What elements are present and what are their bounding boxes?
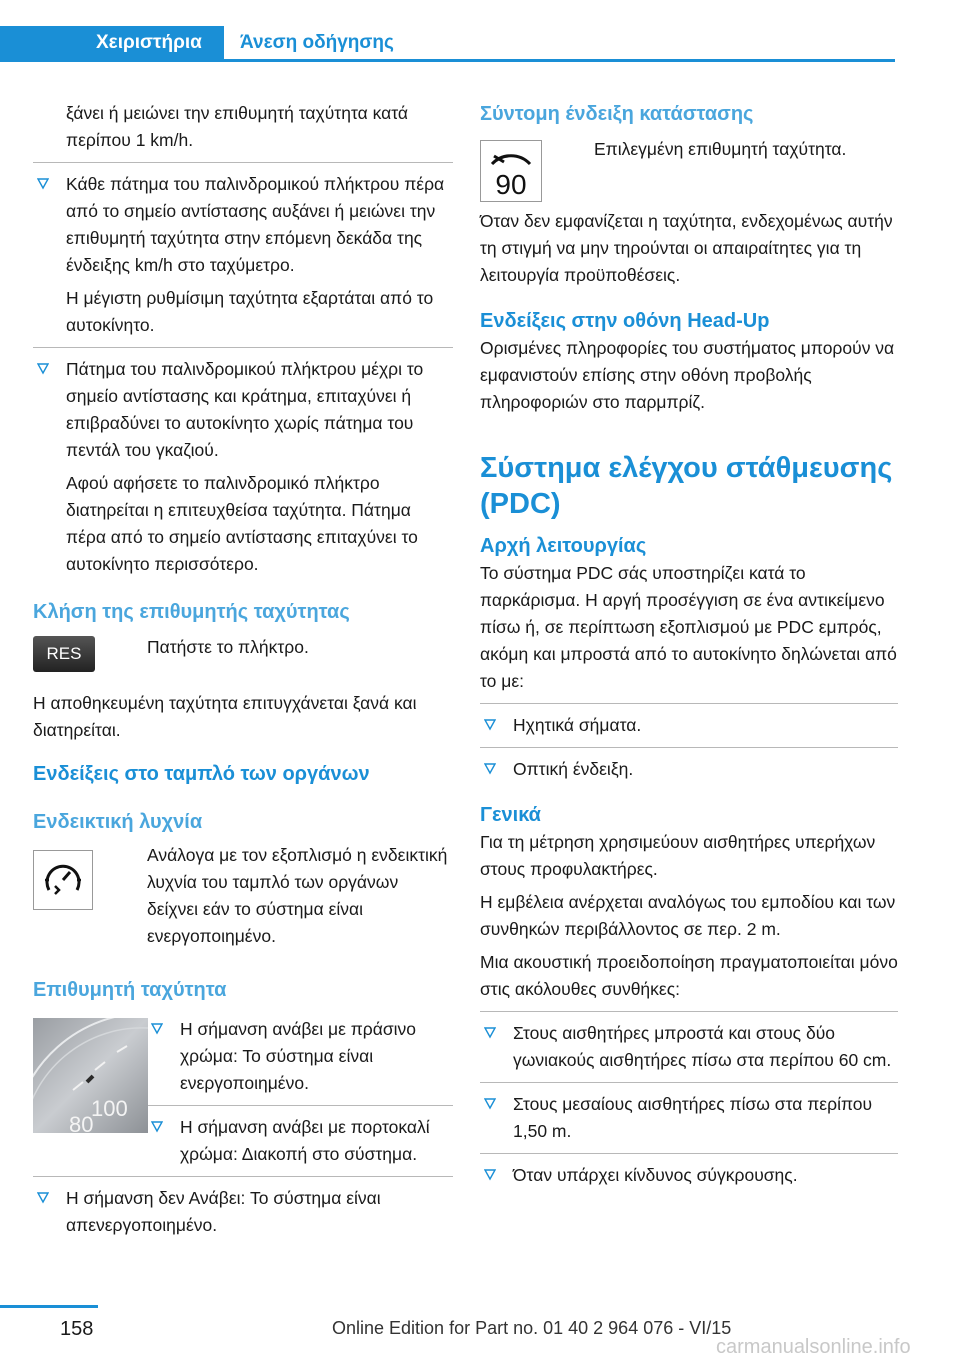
divider xyxy=(147,1105,453,1106)
list-item xyxy=(33,1185,453,1239)
watermark: carmanualsonline.info xyxy=(716,1336,911,1358)
divider xyxy=(33,162,453,163)
section-tab-driving-comfort[interactable]: Άνεση οδήγησης xyxy=(240,32,394,53)
page-header xyxy=(0,26,895,62)
heading-indicator-lamp: Ενδεικτική λυχνία xyxy=(33,811,203,833)
res-button-row xyxy=(33,634,453,684)
list-item-text: Η σήμανση ανάβει με πράσινο χρώμα: Το σύστημα είναι ενεργοποιημένο. xyxy=(180,1019,417,1093)
paragraph: Μια ακουστική προειδοποίηση πραγματοποιείται μόνο στις ακόλουθες συνθήκες: xyxy=(480,952,898,999)
list-item-text: Στους αισθητήρες μπροστά και στους δύο γωνιακούς αισθητήρες πίσω στα περίπου 60 cm. xyxy=(513,1023,892,1070)
heading-pdc: Σύστημα ελέγχου στάθμευσης (PDC) xyxy=(480,452,893,520)
list-item xyxy=(480,1091,898,1145)
heading-general: Γενικά xyxy=(480,804,541,826)
triangle-bullet-icon xyxy=(37,363,49,375)
gauge-label-100: 100 xyxy=(91,1096,128,1121)
divider xyxy=(33,347,453,348)
divider xyxy=(480,703,898,704)
cruise-control-lamp-icon xyxy=(33,850,93,910)
divider xyxy=(480,1153,898,1154)
list-item xyxy=(147,1016,453,1097)
list-item-text: Στους μεσαίους αισθητήρες πίσω στα περίπου 1,50 m. xyxy=(513,1094,873,1141)
heading-recall-speed: Κλήση της επιθυμητής ταχύτητας xyxy=(33,601,350,623)
list-item-text: Η σήμανση δεν Ανάβει: Το σύστημα είναι απενεργοποιημένο. xyxy=(66,1188,381,1235)
list-item xyxy=(33,356,453,464)
paragraph: ξάνει ή μειώνει την επιθυμητή ταχύτητα κατά περίπου 1 km/h. xyxy=(66,103,409,150)
list-item-text: Όταν υπάρχει κίνδυνος σύγκρουσης. xyxy=(513,1165,798,1185)
res-text: Πατήστε το πλήκτρο. xyxy=(147,637,309,657)
gauge-section xyxy=(33,1016,453,1168)
paragraph: Η αποθηκευμένη ταχύτητα επιτυγχάνεται ξανά και διατηρείται. xyxy=(33,693,417,740)
heading-head-up-display: Ενδείξεις στην οθόνη Head-Up xyxy=(480,310,770,332)
list-item-text: Κάθε πάτημα του παλινδρομικού πλήκτρου πέρα από το σημείο αντίστασης αυξάνει ή μειώνει την επιθυμητή ταχύτητα στην επόμενη δεκάδα της ένδειξης km/h στο ταχύμετρο. xyxy=(66,174,445,275)
divider xyxy=(33,1176,453,1177)
paragraph: Όταν δεν εμφανίζεται η ταχύτητα, ενδεχομένως αυτήν τη στιγμή να μην τηρούνται οι απαιραίτητες για τη λειτουργία προϋποθέσεις. xyxy=(480,211,893,285)
list-item xyxy=(480,1162,898,1189)
list-item xyxy=(480,1020,898,1074)
triangle-bullet-icon xyxy=(37,1192,49,1204)
speedometer-marking-image xyxy=(33,1018,148,1133)
list-item-text: Η σήμανση ανάβει με πορτοκαλί χρώμα: Διακοπή στο σύστημα. xyxy=(180,1117,430,1164)
list-item xyxy=(147,1114,453,1168)
list-item-text: Ηχητικά σήματα. xyxy=(513,715,642,735)
paragraph: Το σύστημα PDC σάς υποστηρίζει κατά το παρκάρισμα. Η αργή προσέγγιση σε ένα αντικείμενο πίσω ή, σε περίπτωση εξοπλισμού με PDC εμπρός, ακόμη και μπροστά από το αυτοκίνητο δηλώνεται από το με: xyxy=(480,563,897,691)
paragraph: Ορισμένες πληροφορίες του συστήματος μπορούν να εμφανιστούν επίσης στην οθόνη προβολής πληροφοριών στο παρμπρίζ. xyxy=(480,338,895,412)
triangle-bullet-icon xyxy=(151,1121,163,1133)
triangle-bullet-icon xyxy=(151,1023,163,1035)
speed-icon-value: 90 xyxy=(495,169,527,200)
divider xyxy=(480,1082,898,1083)
page-number: 158 xyxy=(60,1318,94,1340)
paragraph: Η μέγιστη ρυθμίσιμη ταχύτητα εξαρτάται από το αυτοκίνητο. xyxy=(66,288,434,335)
header-rule xyxy=(0,59,895,62)
heading-instrument-displays: Ενδείξεις στο ταμπλό των οργάνων xyxy=(33,763,370,785)
triangle-bullet-icon xyxy=(484,1169,496,1181)
short-status-text: Επιλεγμένη επιθυμητή ταχύτητα. xyxy=(594,139,847,159)
divider xyxy=(480,1011,898,1012)
edition-text: Online Edition for Part no. 01 40 2 964 076 - VI/15 xyxy=(332,1318,732,1338)
res-label: RES xyxy=(46,644,82,663)
list-item xyxy=(33,171,453,279)
section-tab-controls[interactable]: Χειριστήρια xyxy=(0,26,224,59)
speed-status-row xyxy=(480,136,898,202)
list-item xyxy=(480,756,898,783)
footer-rule xyxy=(0,1305,98,1308)
list-item-text: Πάτημα του παλινδρομικού πλήκτρου μέχρι το σημείο αντίστασης και κράτημα, επιταχύνει ή επιβραδύνει το αυτοκίνητο χωρίς πάτημα του πεντάλ του γκαζιού. xyxy=(66,359,424,460)
gauge-label-80: 80 xyxy=(69,1112,94,1133)
divider xyxy=(480,747,898,748)
list-item xyxy=(480,712,898,739)
triangle-bullet-icon xyxy=(484,719,496,731)
paragraph: Για τη μέτρηση χρησιμεύουν αισθητήρες υπερήχων στους προφυλακτήρες. xyxy=(480,832,876,879)
triangle-bullet-icon xyxy=(484,1027,496,1039)
indicator-text: Ανάλογα με τον εξοπλισμό η ενδεικτική λυχνία του ταμπλό των οργάνων δείχνει εάν το σύστημα είναι ενεργοποιημένο. xyxy=(147,845,448,946)
paragraph: Αφού αφήσετε το παλινδρομικό πλήκτρο διατηρείται η επιτευχθείσα ταχύτητα. Πάτημα πέρα από το σημείο αντίστασης επιταχύνει το αυτοκίνητο περισσότερο. xyxy=(66,473,418,574)
indicator-row xyxy=(33,842,453,950)
heading-desired-speed: Επιθυμητή ταχύτητα xyxy=(33,979,227,1001)
heading-short-status: Σύντομη ένδειξη κατάστασης xyxy=(480,103,754,125)
desired-speed-icon xyxy=(480,140,542,202)
heading-operating-principle: Αρχή λειτουργίας xyxy=(480,535,647,557)
list-item-text: Οπτική ένδειξη. xyxy=(513,759,634,779)
res-button-icon xyxy=(33,636,95,672)
right-column xyxy=(480,100,898,1195)
triangle-bullet-icon xyxy=(37,178,49,190)
triangle-bullet-icon xyxy=(484,1098,496,1110)
triangle-bullet-icon xyxy=(484,763,496,775)
paragraph: Η εμβέλεια ανέρχεται αναλόγως του εμποδίου και των συνθηκών περιβάλλοντος σε περ. 2 m. xyxy=(480,892,896,939)
left-column xyxy=(33,100,453,1245)
